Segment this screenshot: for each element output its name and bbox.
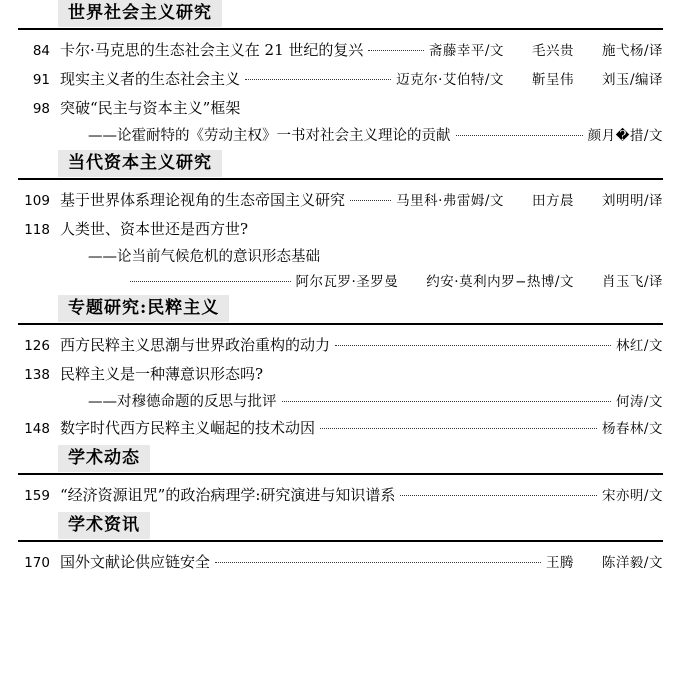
- toc-entry[interactable]: [18, 414, 663, 443]
- entry-authors: 杨春林/文: [601, 421, 663, 437]
- entry-title: 西方民粹主义思潮与世界政治重构的动力: [60, 336, 331, 354]
- entry-body: [60, 97, 663, 119]
- entry-title: 卡尔·马克思的生态社会主义在 21 世纪的复兴: [60, 41, 364, 59]
- section-heading-label: 学术资讯: [58, 512, 150, 539]
- entry-title: 国外文献论供应链安全: [60, 553, 211, 571]
- leader-dots: [456, 134, 583, 136]
- entry-subtitle: ——对穆德命题的反思与批评: [88, 394, 277, 410]
- entry-authors-row: [60, 269, 663, 293]
- leader-dots: [245, 78, 391, 80]
- entry-title: 基于世界体系理论视角的生态帝国主义研究: [60, 191, 346, 209]
- entry-body: [60, 363, 663, 385]
- toc-entry[interactable]: [18, 481, 663, 510]
- entry-subtitle-authors: 何涛/文: [615, 394, 663, 410]
- entry-subtitle-row: [60, 389, 663, 414]
- section-contemporary-capitalism: [18, 150, 663, 293]
- entry-body: [60, 189, 663, 212]
- entry-authors: 阿尔瓦罗·圣罗曼 约安·莫利内罗−热博/文 肖玉飞/译: [295, 274, 663, 290]
- section-academic-trends: [18, 445, 663, 510]
- entry-authors: 宋亦明/文: [601, 488, 663, 504]
- heading-rule: [18, 540, 663, 542]
- page-number: 109: [24, 193, 50, 209]
- toc-entry[interactable]: [18, 186, 663, 215]
- heading-rule: [18, 473, 663, 475]
- section-heading: [18, 0, 663, 30]
- entry-title: 民粹主义是一种薄意识形态吗?: [60, 365, 264, 383]
- entry-subtitle-row: [60, 244, 663, 269]
- entry-title: 突破“民主与资本主义”框架: [60, 99, 241, 117]
- entry-body: [60, 417, 663, 440]
- section-heading-label: 世界社会主义研究: [58, 0, 222, 27]
- page-number: 159: [24, 488, 50, 504]
- page-number: 84: [32, 43, 50, 59]
- entry-title: 数字时代西方民粹主义崛起的技术动因: [60, 419, 316, 437]
- entry-body: [60, 334, 663, 357]
- entry-body: [60, 551, 663, 574]
- entry-body: [60, 68, 663, 91]
- leader-dots: [130, 280, 291, 282]
- page-number: 148: [24, 421, 50, 437]
- leader-dots: [320, 427, 597, 429]
- entry-authors: 王腾 陈洋毅/文: [545, 555, 663, 571]
- toc-entry[interactable]: [18, 36, 663, 65]
- page-number: 118: [24, 222, 50, 238]
- section-heading: [18, 150, 663, 180]
- section-heading-label: 专题研究:民粹主义: [58, 295, 229, 322]
- page-number: 170: [24, 555, 50, 571]
- entry-title: 现实主义者的生态社会主义: [60, 70, 241, 88]
- entry-body: [60, 218, 663, 240]
- entry-body: [60, 484, 663, 507]
- entry-title: “经济资源诅咒”的政治病理学:研究演进与知识谱系: [60, 486, 396, 504]
- page-number: 126: [24, 338, 50, 354]
- section-populism-special: [18, 295, 663, 443]
- leader-dots: [400, 494, 597, 496]
- page-number: 138: [24, 367, 50, 383]
- entry-subtitle: ——论当前气候危机的意识形态基础: [88, 249, 320, 265]
- toc-entry[interactable]: [18, 65, 663, 94]
- entry-body: [60, 39, 663, 62]
- toc-entry[interactable]: [18, 215, 663, 244]
- section-heading-label: 学术动态: [58, 445, 150, 472]
- heading-rule: [18, 323, 663, 325]
- entry-authors: 迈克尔·艾伯特/文 靳呈伟 刘玉/编译: [396, 72, 663, 88]
- page-number: 91: [32, 72, 50, 88]
- leader-dots: [282, 400, 611, 402]
- heading-rule: [18, 28, 663, 30]
- heading-rule: [18, 178, 663, 180]
- toc-entry[interactable]: [18, 331, 663, 360]
- entry-authors: 林红/文: [615, 338, 663, 354]
- leader-dots: [215, 561, 541, 563]
- section-heading: [18, 295, 663, 325]
- entry-authors: 马里科·弗雷姆/文 田方晨 刘明明/译: [396, 193, 663, 209]
- section-world-socialism: [18, 0, 663, 148]
- page-number: 98: [32, 101, 50, 117]
- section-heading: [18, 445, 663, 475]
- leader-dots: [335, 344, 611, 346]
- entry-title: 人类世、资本世还是西方世?: [60, 220, 249, 238]
- leader-dots: [350, 199, 391, 201]
- entry-subtitle-row: [60, 123, 663, 148]
- entry-subtitle: ——论霍耐特的《劳动主权》一书对社会主义理论的贡献: [88, 128, 451, 144]
- section-academic-information: [18, 512, 663, 577]
- entry-subtitle-authors: 颜月�措/文: [587, 128, 663, 144]
- toc-entry[interactable]: [18, 548, 663, 577]
- leader-dots: [368, 49, 423, 51]
- toc-entry[interactable]: [18, 360, 663, 389]
- section-heading-label: 当代资本主义研究: [58, 150, 222, 177]
- entry-authors: 斋藤幸平/文 毛兴贵 施弋杨/译: [428, 43, 663, 59]
- section-heading: [18, 512, 663, 542]
- toc-entry[interactable]: [18, 94, 663, 123]
